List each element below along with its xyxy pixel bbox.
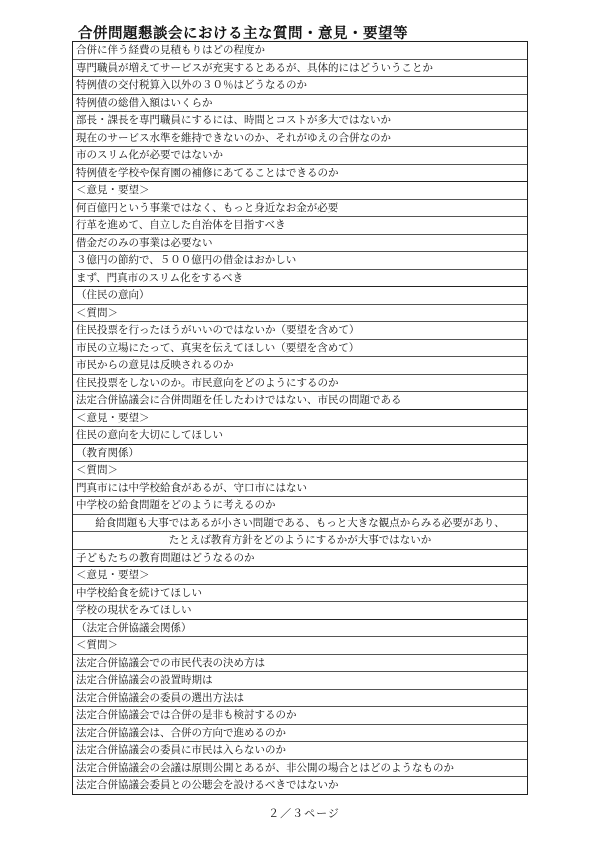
table-row: ３億円の節約で、５００億円の借金はおかしい (73, 251, 527, 269)
table-section (73, 444, 527, 567)
table-row: 子どもたちの教育問題はどうなるのか (73, 549, 527, 567)
table-row: 中学校の給食問題をどのように考えるのか (73, 496, 527, 514)
table-row: ＜意見・要望＞ (76, 411, 150, 424)
table-row: 住民の意向を大切にしてほしい (73, 426, 527, 444)
table-row: 給食問題も大事ではあるが小さい問題である、もっと大きな観点からみる必要があり、 (73, 514, 527, 532)
table-row: （住民の意向） (76, 289, 150, 301)
table-row: ＜意見・要望＞ (76, 184, 150, 196)
table-row: ＜意見・要望＞ (76, 569, 150, 581)
table-row: （法定合併協議会関係） (76, 621, 192, 634)
table-section (73, 619, 527, 794)
table-row: 法定合併協議会の設置時期は (73, 671, 527, 689)
table-row: 門真市には中学校給食があるが、守口市にはない (73, 479, 527, 497)
page-number: ２／３ページ (268, 807, 340, 820)
table-row: ＜質問＞ (73, 636, 527, 654)
page-title: 合併問題懇談会における主な質問・意見・要望等 (78, 26, 408, 42)
table-row: 法定合併協議会の委員の選出方法は (73, 689, 527, 707)
table-row: 特例債の総借入額はいくらか (73, 94, 527, 112)
table-section (73, 181, 527, 286)
table-row: 市民の立場にたって、真実を伝えてほしい（要望を含めて） (73, 339, 527, 357)
table-row: 特例債を学校や保育園の補修にあてることはできるのか (73, 164, 527, 182)
table-section (73, 566, 527, 619)
table-row: 中学校給食を続けてほしい (73, 584, 527, 602)
table-row: （教育関係） (76, 446, 139, 459)
table-row: 市のスリム化が必要ではないか (73, 146, 527, 164)
table-row: 法定合併協議会に合併問題を任したわけではない、市民の問題である (73, 391, 527, 409)
table-row: 現在のサービス水準を維持できないのか、それがゆえの合併なのか (73, 129, 527, 147)
table-row: 法定合併協議会では合併の是非も検討するのか (73, 706, 527, 724)
table-section (73, 42, 527, 181)
table-row: 法定合併協議会の委員に市民は入らないのか (73, 741, 527, 759)
table-row: まず、門真市のスリム化をするべき (73, 269, 527, 287)
table-row: 市民からの意見は反映されるのか (73, 356, 527, 374)
table-row: 行革を進めて、自立した自治体を目指すべき (73, 216, 527, 234)
table-row: たとえば教育方針をどのようにするかが大事ではないか (73, 531, 527, 549)
table-row: 部長・課長を専門職員にするには、時間とコストが多大ではないか (73, 111, 527, 129)
table-section (73, 409, 527, 444)
table-row: 学校の現状をみてほしい (73, 601, 527, 619)
table-row: 法定合併協議会の会議は原則公開とあるが、非公開の場合とはどのようなものか (73, 759, 527, 777)
table-row: 合併に伴う経費の見積もりはどの程度か (76, 44, 265, 56)
table-row: 借金だのみの事業は必要ない (73, 234, 527, 252)
table-row: 何百億円という事業ではなく、もっと身近なお金が必要 (73, 199, 527, 217)
table-section (73, 286, 527, 409)
table-row: 住民投票を行ったほうがいいのではないか（要望を含めて） (73, 321, 527, 339)
table-row: ＜質問＞ (73, 304, 527, 322)
table-row: 住民投票をしないのか。市民意向をどのようにするのか (73, 374, 527, 392)
table-row: 法定合併協議会委員との公聴会を設けるべきではないか (73, 776, 527, 794)
table-row: ＜質問＞ (73, 461, 527, 479)
document-table (72, 41, 528, 795)
table-row: 法定合併協議会での市民代表の決め方は (73, 654, 527, 672)
table-row: 専門職員が増えてサービスが充実するとあるが、具体的にはどういうことか (73, 59, 527, 77)
table-row: 法定合併協議会は、合併の方向で進めるのか (73, 724, 527, 742)
table-row: 特例債の交付税算入以外の３０％はどうなるのか (73, 76, 527, 94)
